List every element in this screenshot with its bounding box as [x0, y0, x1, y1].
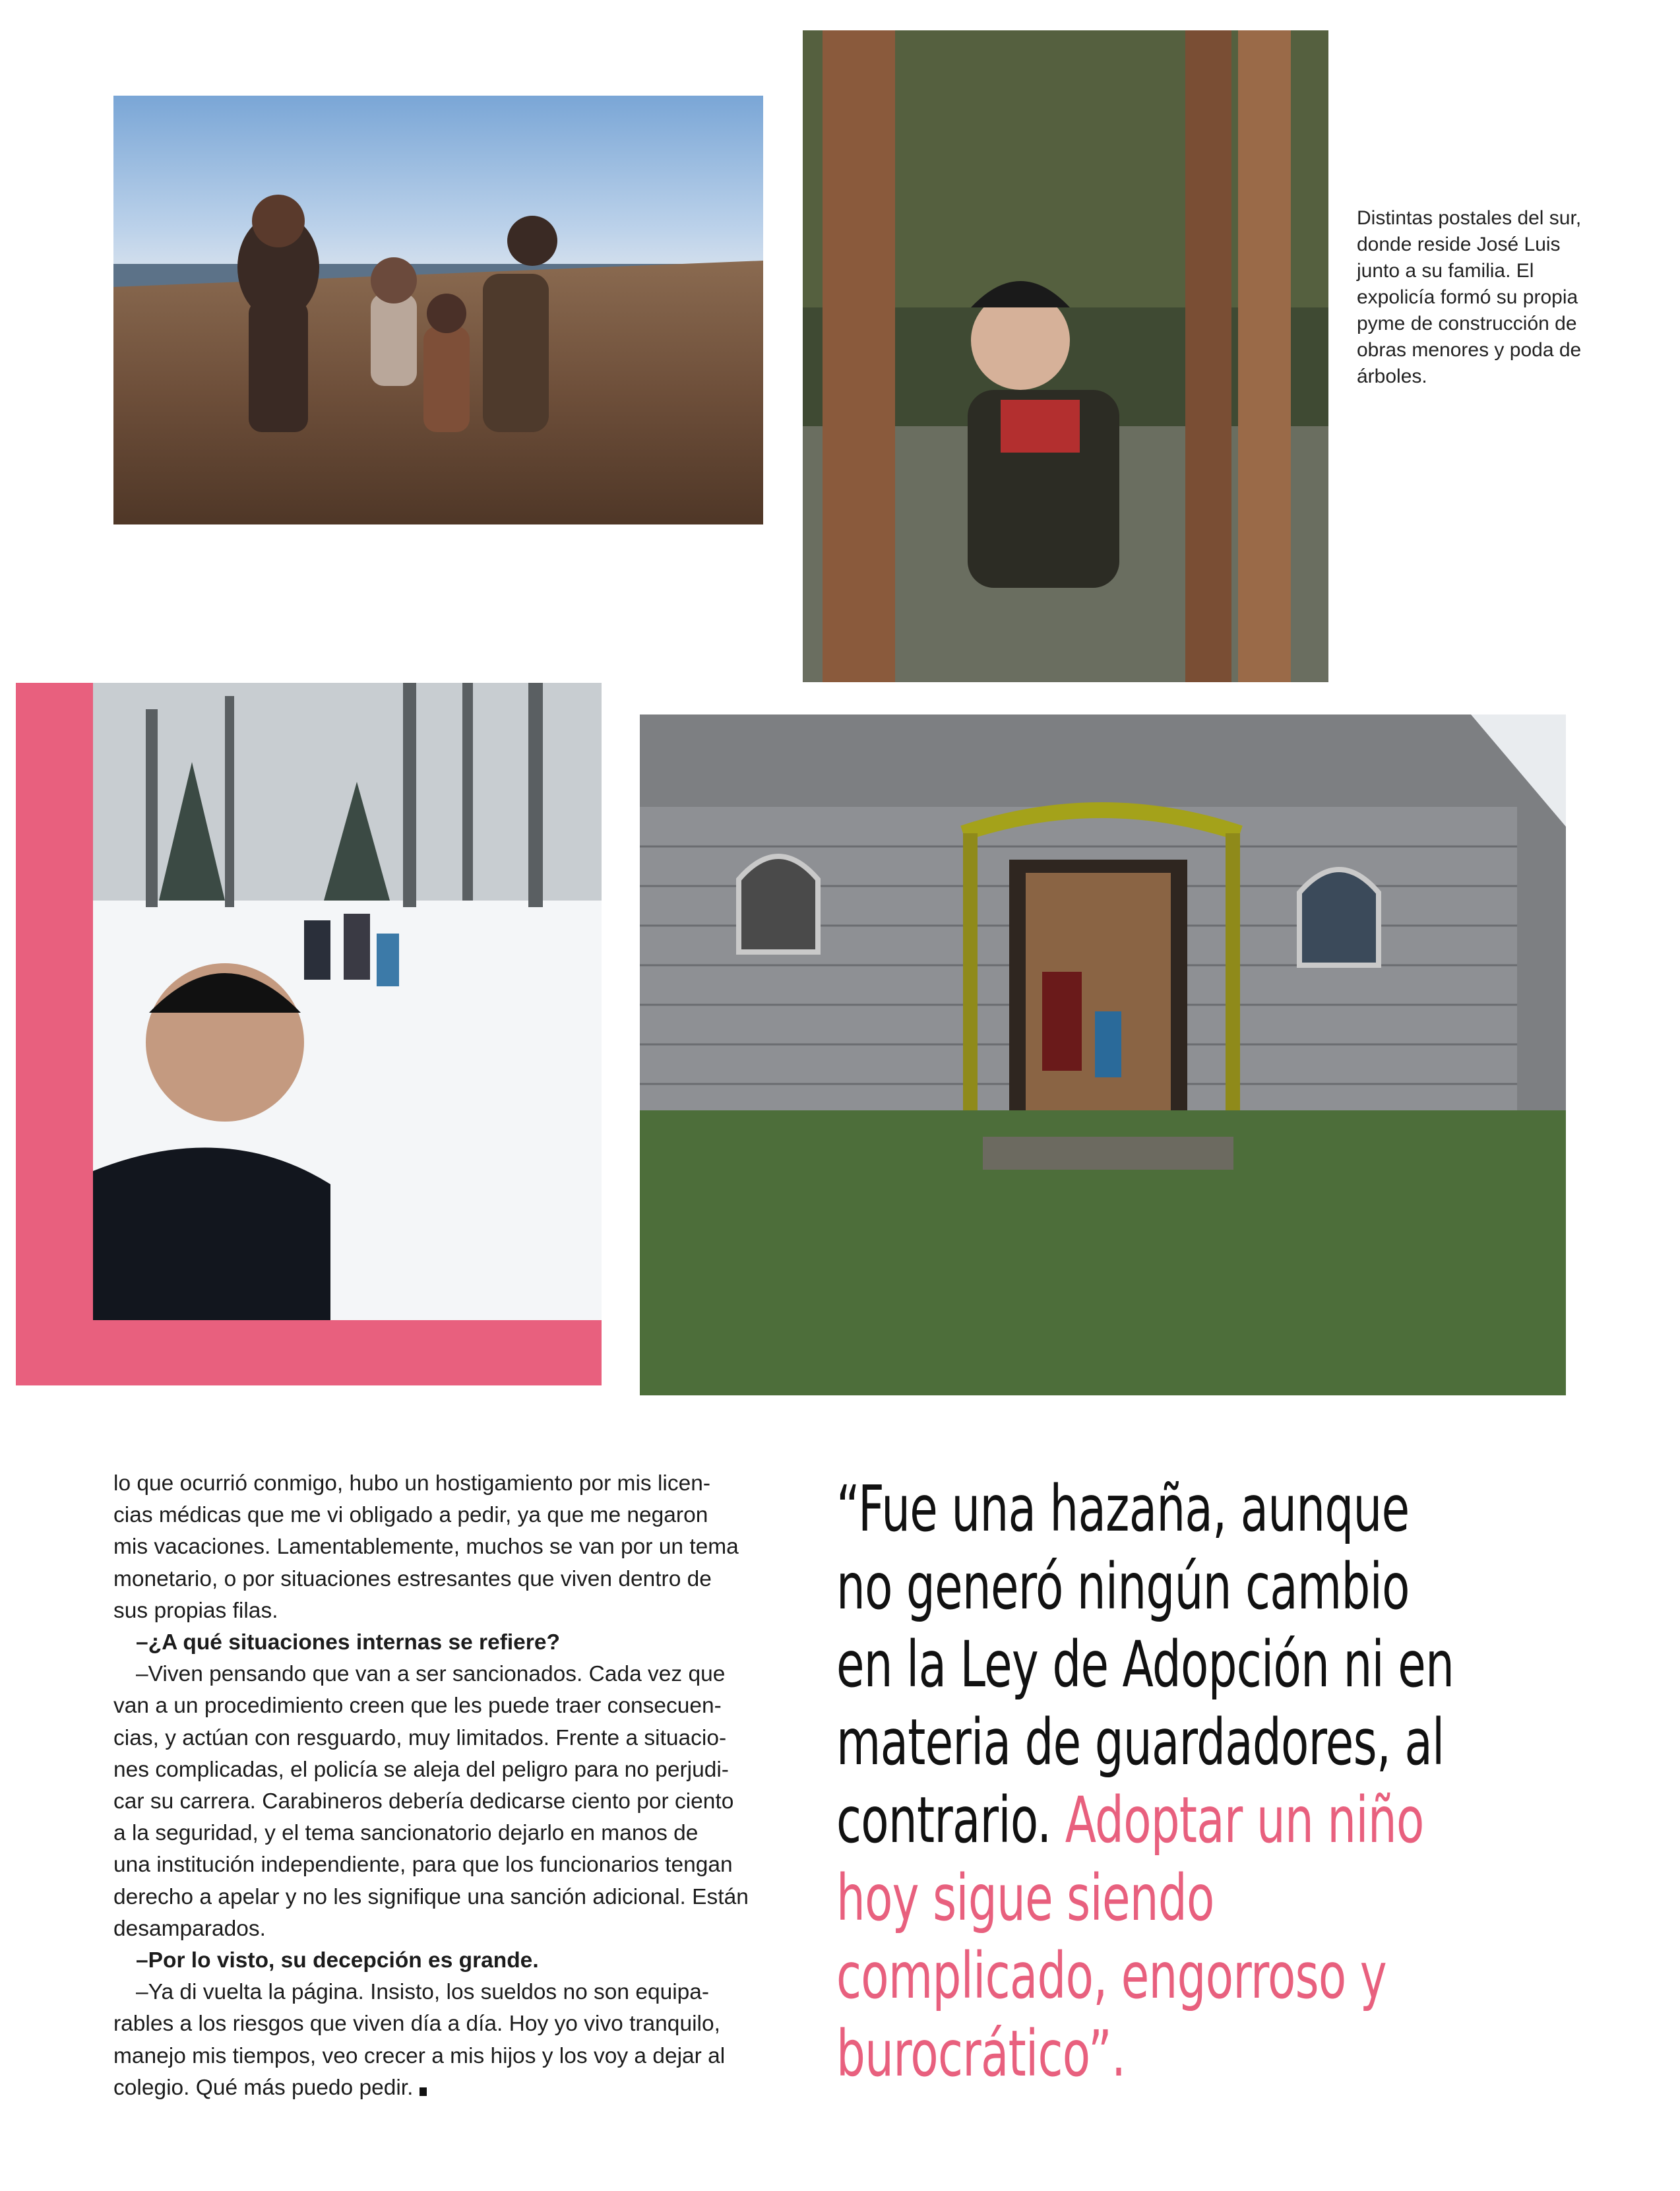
pull-quote-highlight: Adoptar un niño [1065, 1783, 1424, 1857]
caption-line: expolicía formó su propia [1357, 286, 1578, 308]
body-end-line [113, 2072, 783, 2104]
caption-line: donde reside José Luis [1357, 234, 1561, 255]
caption-line: pyme de construcción de [1357, 313, 1577, 334]
photo-family-beach [113, 96, 763, 524]
body-line: mis vacaciones. Lamentablemente, muchos se van por un tema [113, 1535, 739, 1560]
caption-line: obras menores y poda de [1357, 339, 1582, 361]
pull-quote-dark-segment: contrario. [836, 1783, 1065, 1857]
pink-accent-bar-vertical [16, 683, 94, 1385]
pull-quote-line: “Fue una hazaña, aunque [836, 1472, 1410, 1546]
caption-line: junto a su familia. El [1357, 260, 1534, 282]
body-line: nes complicadas, el policía se aleja del peligro para no perjudi- [113, 1757, 729, 1782]
pink-accent-bar-horizontal [16, 1320, 602, 1385]
body-line: rables a los riesgos que viven día a día. Hoy yo vivo tranquilo, [113, 2012, 720, 2037]
pull-quote-line: materia de guardadores, al [836, 1705, 1445, 1779]
caption-line: árboles. [1357, 365, 1427, 387]
body-line: cias, y actúan con resguardo, muy limitados. Frente a situacio- [113, 1725, 727, 1750]
photo-caption [1357, 205, 1614, 390]
pull-quote-highlight-line: burocrático”. [836, 2017, 1126, 2091]
body-line: cias médicas que me vi obligado a pedir, ya que me negaron [113, 1503, 708, 1528]
pull-quote-line-mixed [836, 1781, 1424, 1859]
interview-question: –¿A qué situaciones internas se refiere? [136, 1630, 560, 1655]
pull-quote-line: no generó ningún cambio [836, 1550, 1410, 1624]
body-line: car su carrera. Carabineros debería dedicarse ciento por ciento [113, 1789, 734, 1814]
body-line: –Viven pensando que van a ser sancionados. Cada vez que [136, 1662, 726, 1687]
photo-snow-selfie [93, 683, 602, 1320]
body-line: manejo mis tiempos, veo crecer a mis hijos y los voy a dejar al [113, 2043, 726, 2068]
body-line: una institución independiente, para que los funcionarios tengan [113, 1853, 733, 1878]
pull-quote-highlight-line: complicado, engorroso y [836, 1939, 1386, 2013]
body-line: –Ya di vuelta la página. Insisto, los sueldos no son equipa- [136, 1980, 710, 2005]
body-line: derecho a apelar y no les signifique una sanción adicional. Están [113, 1884, 749, 1909]
caption-line: Distintas postales del sur, [1357, 207, 1582, 229]
interview-question: –Por lo visto, su decepción es grande. [136, 1948, 539, 1973]
body-line: colegio. Qué más puedo pedir. [113, 2075, 414, 2100]
body-line: sus propias filas. [113, 1598, 278, 1623]
body-line: van a un procedimiento creen que les puede traer consecuen- [113, 1694, 722, 1719]
pull-quote-highlight-line: hoy sigue siendo [836, 1861, 1214, 1935]
body-line: monetario, o por situaciones estresantes que viven dentro de [113, 1566, 712, 1591]
body-line: lo que ocurrió conmigo, hubo un hostigamiento por mis licen- [113, 1471, 710, 1496]
article-body [113, 1468, 783, 2104]
body-line: desamparados. [113, 1916, 266, 1941]
pull-quote-line: en la Ley de Adopción ni en [836, 1628, 1454, 1701]
end-of-article-mark [420, 2087, 427, 2096]
body-line: a la seguridad, y el tema sancionatorio dejarlo en manos de [113, 1821, 699, 1846]
photo-boy-forest [803, 30, 1328, 682]
photo-wooden-church [640, 714, 1566, 1395]
pull-quote [836, 1470, 1454, 2093]
